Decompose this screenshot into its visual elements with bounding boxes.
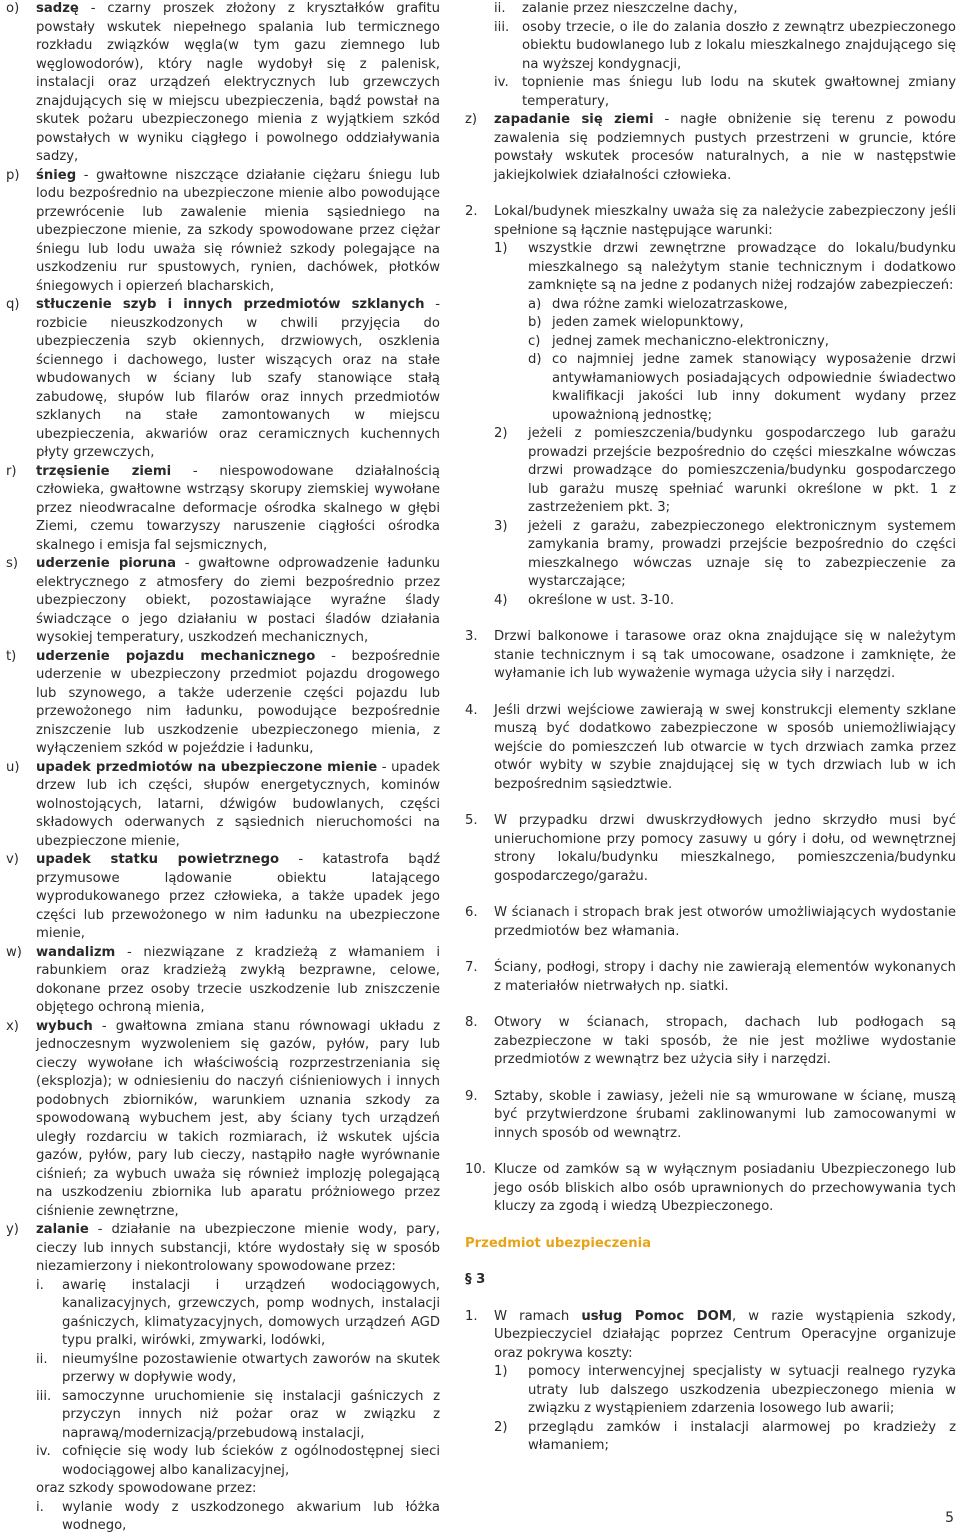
service-name: usług Pomoc DOM [581,1308,732,1324]
definition-r: r) trzęsienie ziemi - niespowodowane działalnością człowieka, gwałtowne wstrząsy skorupy ziemskiej wywołane przez nieodwracalne deformacje ośrodka skalnego w głębi Ziemi, czemu towarzyszy naruszenie ciągłości ośrodka skalnego i emisja fal sejsmicznych, [6,463,440,553]
term: wandalizm [36,944,116,960]
term: uderzenie pojazdu mechanicznego [36,648,316,664]
clause-4: 4. Jeśli drzwi wejściowe zawierają w swej konstrukcji elementy szklane muszą być dodatkowo zabezpieczone w sposób uniemożliwiający wejście do pomieszczeń lub otwarcie w tych drzwiach zamka przez otwór wybity w szybie znajdującej się w tych drzwiach lub w ich bezpośrednim sąsiedztwie. [465,702,956,792]
definition-y: y) zalanie - działanie na ubezpieczone mienie wody, pary, cieczy lub innych substancji, które wydostały się w sposób niezamierzony i niekontrolowany spowodowane przez: [6,1222,440,1274]
list-item: 1) wszystkie drzwi zewnętrzne prowadzące do lokalu/budynku mieszkalnego są należytym stanie technicznym i dodatkowo zamknięte są na jedne z podanych niżej rodzajów zabezpieczeń: [494,241,956,293]
term: upadek statku powietrznego [36,852,280,867]
list-item: ii. nieumyślne pozostawienie otwartych zaworów na skutek przerwy w dopływie wody, [36,1351,440,1385]
definition-w: w) wandalizm - niezwiązane z kradzieżą z włamaniem i rabunkiem oraz kradzieżą zwykłą bezprawne, celowe, dokonane przez osoby trzecie uszkodzenie lub zniszczenie objętego ochroną mienia, [6,944,440,1015]
clause-6: 6. W ścianach i stropach brak jest otworów umożliwiających wydostanie przedmiotów bez włamania. [465,905,956,939]
list-item: iv. topnienie mas śniegu lub lodu na skutek gwałtownej zmiany temperatury, [494,75,956,109]
definition-v: v) upadek statku powietrznego - katastrofa bądź przymusowe lądowanie obiektu latającego wyprodukowanego przez człowieka, a także upadek jego części lub przewożonego w nim ładunku na ubezpieczone mienie, [6,852,440,941]
definition-q: q) stłuczenie szyb i innych przedmiotów szklanych - rozbicie nieuszkodzonych w chwili przyjęcia do ubezpieczenia szyb okiennych, drzwiowych, oszklenia ściennego i dachowego, luster wiszących oraz na stałe wbudowanych w ściany lub szafy stanowiące stałą zabudowę, słupów lub filarów oraz innych przedmiotów szklanych na stałe zamontowanych w miejscu ubezpieczenia, akwariów oraz ceramicznych kuchennych płyty grzewczych, [6,297,441,460]
list-item: 2) przeglądu zamków i instalacji alarmowej po kradzieży z włamaniem; [494,1419,956,1453]
list-item: 1) pomocy interwencyjnej specjalisty w sytuacji realnego ryzyka utraty lub dalszego uszkodzenia ubezpieczonego mienia w związku z wystąpieniem zdarzenia losowego lub awarii; [494,1364,956,1416]
clause-2: 2. Lokal/budynek mieszkalny uważa się za należycie zabezpieczony jeśli spełnione są łącznie następujące warunki: [465,204,956,238]
clause-8: 8. Otwory w ścianach, stropach, dachach lub podłogach są zabezpieczone w taki sposób, że nie jest możliwe wydostanie przedmiotów z wewnątrz bez użycia siły i narzędzi. [465,1015,956,1067]
page-number: 5 [945,1509,954,1526]
list-item: iii. samoczynne uruchomienie się instalacji gaśniczych z przyczyn innych niż pożar oraz w związku z naprawą/modernizacją/przebudową instalacji, [36,1388,440,1441]
list-item: iv. cofnięcie się wody lub ścieków z ogólnodostępnej sieci wodociągowej albo kanalizacyjnej, [36,1444,440,1478]
list-item: a) dwa różne zamki wielozatrzaskowe, [528,296,788,312]
list-item: 3) jeżeli z garażu, zabezpieczonego elektronicznym systemem zamykania bramy, prowadzi przejście bezpośrednio do części mieszkalnego wówczas uznaje się to zabezpieczenie za wystarczające; [494,518,956,589]
lock-types [528,296,956,426]
left-column [6,0,440,1536]
clause-7: 7. Ściany, podłogi, stropy i dachy nie zawierają elementów wykonanych z materiałów nietrwałych np. siatki. [465,960,956,994]
covered-costs [494,1363,956,1456]
definition-s: s) uderzenie pioruna - gwałtowne odprowadzenie ładunku elektrycznego z atmosfery do ziemi bezpośrednio przez ubezpieczony obiekt, pozostawiające wyraźne ślady świadczące o jego działaniu w postaci śladów działania wysokiej temperatury, uszkodzeń mechanicznych, [6,556,440,645]
clause-3: 3. Drzwi balkonowe i tarasowe oraz okna znajdujące się w należytym stanie technicznym i są tak umocowane, osadzone i zamknięte, że wyłamanie ich lub wyważenie wymaga użycia siły i narzędzi. [465,629,956,681]
list-item: d) co najmniej jedne zamek stanowiący wyposażenie drzwi antywłamaniowych posiadających odpowiednie świadectwo kwalifikacji jakości lub inny dokument wydany przez upoważnioną jednostkę; [528,352,956,423]
term: stłuczenie szyb i innych przedmiotów szklanych [36,297,425,312]
term: uderzenie pioruna [36,556,177,571]
section-title: Przedmiot ubezpieczenia [465,1235,652,1251]
clause-9: 9. Sztaby, skoble i zawiasy, jeżeli nie są wmurowane w ścianę, muszą być przytwierdzone śrubami zaklinowanymi lub zamocowanymi w innych sposób od wewnątrz. [465,1088,956,1141]
term: upadek przedmiotów na ubezpieczone mienie [36,759,378,775]
list-item: 2) jeżeli z pomieszczenia/budynku gospodarczego lub garażu prowadzi przejście bezpośrednio do części mieszkalne wówczas drzwi prowadzące do pomieszczenia/budynku gospodarczego lub garażu muszę spełniać warunki określone w pkt. 1 z zastrzeżeniem pkt. 3; [494,426,956,515]
subject-clause-1: 1. W ramach usług Pomoc DOM, w razie wystąpienia szkody, Ubezpieczyciel działając poprzez Centrum Operacyjne organizuje oraz pokrywa koszty: [465,1308,956,1361]
clause-5: 5. W przypadku drzwi dwuskrzydłowych jedno skrzydło musi być unieruchomione przy pomocy zasuwy u góry i dołu, od wewnętrznej strony lokalu/budynku mieszkalnego, pomieszczenia/budynku gospodarczego/garażu. [465,813,956,884]
definition-t: t) uderzenie pojazdu mechanicznego - bezpośrednie uderzenie w ubezpieczony przedmiot pojazdu drogowego lub szynowego, a także uderzenie części pojazdu lub przewożonego nim ładunku, powodujące bezpośrednie zniszczenie lub uszkodzenie ubezpieczonego mienia, z wyłączeniem szkód w pojeździe i ładunku, [6,648,440,756]
list-item: iii. osoby trzecie, o ile do zalania doszło z zewnątrz ubezpieczonego obiektu budowlanego lub z lokalu mieszkalnego znajdującego się na wyższej kondygnacji, [494,19,956,72]
list-item: i. wylanie wody z uszkodzonego akwarium lub łóżka wodnego, [36,1499,440,1533]
flooding-causes-continued [494,0,956,111]
also-caused-by-text: oraz szkody spowodowane przez: [36,1481,257,1496]
definition-x: x) wybuch - gwałtowna zmiana stanu równowagi układu z jednoczesnym wyzwoleniem się gazów, pyłów, pary lub cieczy wywołane ich właściwością rozprzestrzeniania się (eksplozja); w odniesieniu do naczyń ciśnieniowych i innych podobnych zbiorników, warunkiem uznania szkody za spowodowaną wybuchem jest, aby ściany tych urządzeń uległy rozdarciu w takich rozmiarach, iż wskutek ujścia gazów, pyłów, pary lub cieczy, nastąpiło nagłe wyrównanie ciśnień; za wybuch uważa się również implozję polegającą na uszkodzeniu zbiornika lub aparatu próżniowego przez ciśnienie zewnętrzne, [6,1018,440,1219]
list-item: b) jeden zamek wielopunktowy, [528,315,744,330]
term: zapadanie się ziemi [494,112,654,127]
term: zalanie [36,1222,89,1237]
flooding-causes [36,1277,440,1536]
right-column [465,0,956,1456]
definition-u: u) upadek przedmiotów na ubezpieczone mienie - upadek drzew lub ich części, słupów energetycznych, kominów wolnostojących, latarni, dźwigów budowlanych, części składowych oderwanych z sąsiednich nieruchomości na ubezpieczone mienie, [6,759,441,849]
clause-2-conditions [494,240,956,610]
paragraph-number: § 3 [465,1272,486,1287]
list-item: 4) określone w ust. 3-10. [494,592,675,608]
definition-o: o) sadzę - czarny proszek złożony z kryształków grafitu powstały wskutek niepełnego spalania lub termicznego rozkładu związków węgla(w tym gazu ziemnego lub węglowodorów), który nagle wydobył się z palenisk, instalacji oraz urządzeń elektrycznych lub grzewczych znajdujących się w miejscu ubezpieczenia, bądź powstał na skutek pożaru ubezpieczonego mienia z wyjątkiem szkód powstałych w wyniku ciągłego i powolnego oddziaływania sadzy, [6,1,440,164]
list-item: ii. zalanie przez nieszczelne dachy, [494,1,738,16]
term: sadzę [36,1,79,16]
list-item: i. awarię instalacji i urządzeń wodociągowych, kanalizacyjnych, grzewczych, pomp wodnych, instalacji gaśniczych, klimatyzacyjnych, domowych urządzeń AGD typu pralki, wirówki, zmywarki, lodówki, [36,1277,440,1348]
list-item: c) jednej zamek mechaniczno-elektroniczny, [528,333,829,349]
term: trzęsienie ziemi [36,463,172,479]
clause-10: 10. Klucze od zamków są w wyłącznym posiadaniu Ubezpieczonego lub jego osób bliskich albo osób uprawnionych do przechowywania tych kluczy za zgodą i wiedzą Ubezpieczonego. [465,1162,956,1214]
term: śnieg [36,167,77,183]
definition-z: z) zapadanie się ziemi - nagłe obniżenie się terenu z powodu zawalenia się podziemnych pustych przestrzeni w gruncie, które powstały wskutek procesów naturalnych, a nie w następstwie jakiejkolwiek działalności człowieka. [465,112,956,183]
term: wybuch [36,1018,93,1034]
definition-p: p) śnieg - gwałtowne niszczące działanie ciężaru śniegu lub lodu bezpośrednio na ubezpieczone mienie albo powodujące przewrócenie lub zawalenie mienia sąsiedniego na ubezpieczone mienie, za szkody spowodowane przez ciężar śniegu lub lodu uważa się również szkody polegające na uszkodzeniu rur spustowych, rynien, dachówek, płotków śniegowych i opierzeń blacharskich, [6,167,440,294]
